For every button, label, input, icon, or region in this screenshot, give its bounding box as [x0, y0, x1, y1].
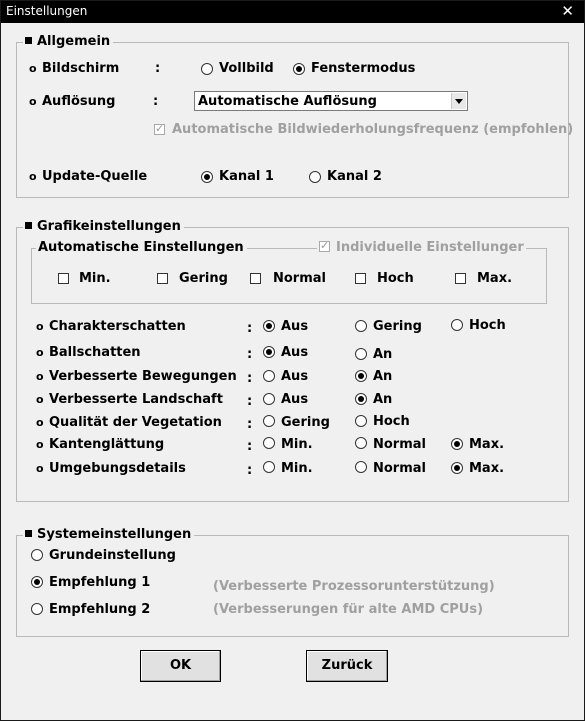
label-max: Max. [469, 461, 505, 476]
checkbox-individual[interactable] [319, 241, 330, 252]
bullet-icon: o [36, 320, 44, 333]
checkbox-preset-hoch[interactable] [355, 273, 366, 284]
radio-kanten-normal[interactable] [355, 437, 367, 449]
label-fenstermodus: Fenstermodus [311, 61, 416, 76]
radio-fenstermodus[interactable] [293, 63, 305, 75]
label-hoch: Hoch [469, 318, 506, 333]
label-normal: Normal [373, 461, 426, 476]
bullet-icon: o [36, 416, 44, 429]
aufloesung-value: Automatische Auflösung [198, 94, 377, 109]
label-grundeinstellung: Grundeinstellung [49, 548, 176, 563]
label-an: An [373, 369, 393, 384]
colon: : [155, 61, 161, 76]
label-preset-gering: Gering [179, 271, 228, 286]
label-charakterschatten: Charakterschatten [49, 319, 186, 334]
label-aufloesung: Auflösung [42, 94, 116, 109]
colon: : [247, 394, 253, 409]
radio-kanal-2[interactable] [309, 171, 321, 183]
radio-charakterschatten-gering[interactable] [355, 320, 367, 332]
square-bullet-icon [25, 222, 32, 229]
radio-empfehlung-2[interactable] [31, 603, 43, 615]
label-preset-hoch: Hoch [377, 271, 414, 286]
radio-ballschatten-aus[interactable] [263, 346, 275, 358]
radio-umgebung-max[interactable] [451, 462, 463, 474]
label-verbesserte-bewegungen: Verbesserte Bewegungen [49, 369, 237, 384]
radio-landschaft-aus[interactable] [263, 393, 275, 405]
individual-settings: ✓ Individuelle Einstellunger [317, 240, 526, 255]
radio-vollbild[interactable] [201, 63, 213, 75]
label-preset-min: Min. [79, 271, 111, 286]
label-vollbild: Vollbild [219, 61, 274, 76]
label-aus: Aus [281, 345, 309, 360]
colon: : [247, 321, 253, 336]
radio-vegetation-gering[interactable] [263, 415, 275, 427]
bullet-icon: o [29, 95, 37, 108]
label-hoch: Hoch [373, 414, 410, 429]
label-empfehlung-1: Empfehlung 1 [49, 575, 151, 590]
radio-umgebung-normal[interactable] [355, 461, 367, 473]
colon: : [247, 417, 253, 432]
label-aus: Aus [281, 392, 309, 407]
label-min: Min. [281, 437, 313, 452]
bullet-icon: o [29, 62, 37, 75]
colon: : [247, 371, 253, 386]
label-an: An [373, 347, 393, 362]
square-bullet-icon [25, 530, 32, 537]
radio-vegetation-hoch[interactable] [355, 415, 367, 427]
checkbox-preset-gering[interactable] [157, 273, 168, 284]
title-bar[interactable] [1, 1, 584, 23]
label-an: An [373, 392, 393, 407]
radio-grundeinstellung[interactable] [31, 549, 43, 561]
group-title-grafik: Grafikeinstellungen [23, 219, 184, 234]
radio-charakterschatten-hoch[interactable] [451, 319, 463, 331]
colon: : [153, 94, 159, 109]
label-normal: Normal [373, 437, 426, 452]
label-verbesserte-landschaft: Verbesserte Landschaft [49, 392, 223, 407]
label-aus: Aus [281, 369, 309, 384]
bullet-icon: o [36, 438, 44, 451]
colon: : [247, 439, 253, 454]
radio-landschaft-an[interactable] [355, 393, 367, 405]
label-umgebungsdetails: Umgebungsdetails [49, 461, 186, 476]
label-refresh: Automatische Bildwiederholungsfrequenz (empfohlen) [172, 122, 574, 137]
label-empfehlung-2: Empfehlung 2 [49, 602, 151, 617]
note-empfehlung-2: (Verbesserungen für alte AMD CPUs) [213, 602, 484, 617]
label-update-quelle: Update-Quelle [42, 169, 148, 184]
label-bildschirm: Bildschirm [42, 61, 120, 76]
window-title: Einstellungen [6, 4, 88, 18]
colon: : [247, 347, 253, 362]
group-title-auto: Automatische Einstellungen [36, 240, 247, 255]
radio-kanten-max[interactable] [451, 438, 463, 450]
checkbox-preset-max[interactable] [455, 273, 466, 284]
close-icon[interactable]: ✕ [561, 2, 574, 20]
radio-kanal-1[interactable] [201, 171, 213, 183]
label-ballschatten: Ballschatten [49, 345, 141, 360]
bullet-icon: o [36, 370, 44, 383]
bullet-icon: o [36, 393, 44, 406]
radio-ballschatten-an[interactable] [355, 348, 367, 360]
radio-charakterschatten-aus[interactable] [263, 320, 275, 332]
radio-umgebung-min[interactable] [263, 461, 275, 473]
label-min: Min. [281, 461, 313, 476]
label-aus: Aus [281, 319, 309, 334]
radio-empfehlung-1[interactable] [31, 576, 43, 588]
radio-bewegungen-aus[interactable] [263, 370, 275, 382]
note-empfehlung-1: (Verbesserte Prozessorunterstützung) [213, 579, 495, 594]
back-button[interactable]: Zurück [306, 650, 388, 682]
checkbox-preset-normal[interactable] [250, 273, 261, 284]
label-max: Max. [469, 437, 505, 452]
label-kanal-2: Kanal 2 [327, 169, 382, 184]
label-preset-max: Max. [477, 271, 513, 286]
bullet-icon: o [36, 462, 44, 475]
label-kantenglaettung: Kantenglättung [49, 437, 165, 452]
radio-kanten-min[interactable] [263, 437, 275, 449]
checkbox-refresh[interactable] [154, 124, 165, 135]
label-gering: Gering [281, 415, 330, 430]
ok-button[interactable]: OK [140, 650, 221, 682]
label-preset-normal: Normal [273, 271, 326, 286]
radio-bewegungen-an[interactable] [355, 370, 367, 382]
group-title-allgemein: Allgemein [23, 34, 113, 49]
label-gering: Gering [373, 319, 422, 334]
label-qualitaet-vegetation: Qualität der Vegetation [49, 415, 222, 430]
group-title-system: Systemeinstellungen [23, 527, 194, 542]
aufloesung-select[interactable] [194, 91, 468, 111]
chevron-down-icon[interactable] [451, 93, 466, 109]
checkbox-preset-min[interactable] [58, 273, 69, 284]
bullet-icon: o [36, 346, 44, 359]
bullet-icon: o [29, 170, 37, 183]
colon: : [247, 463, 253, 478]
label-kanal-1: Kanal 1 [219, 169, 274, 184]
square-bullet-icon [25, 37, 32, 44]
